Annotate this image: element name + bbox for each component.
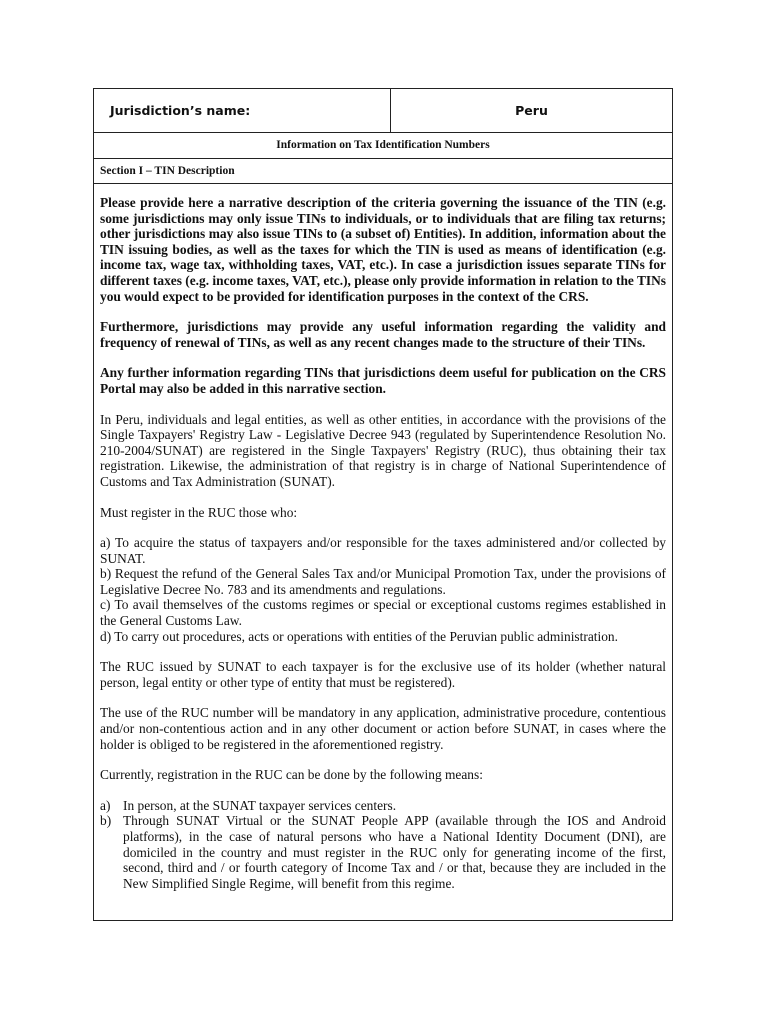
- jurisdiction-label: Jurisdiction’s name:: [94, 89, 391, 132]
- requirement-item: a) To acquire the status of taxpayers and/or responsible for the taxes administered and/or collected by SUNAT.: [100, 535, 666, 566]
- instruction-paragraph: Any further information regarding TINs that jurisdictions deem useful for publication on the CRS Portal may also be added in this narrative section.: [100, 365, 666, 396]
- mandatory-paragraph: The use of the RUC number will be mandatory in any application, administrative procedure, contentious and/or non-contentious action and in any other document or action before SUNAT, in cases where the holder is obliged to be registered in the aforementioned registry.: [100, 705, 666, 752]
- requirements-list: [100, 535, 666, 644]
- section-content: [100, 195, 666, 891]
- jurisdiction-value: Peru: [515, 103, 548, 118]
- instruction-paragraph: Please provide here a narrative description of the criteria governing the issuance of the TIN (e.g. some jurisdictions may only issue TINs to individuals, or to individuals that are filing tax returns; other jurisdictions may also issue TINs to (a subset of) Entities). In addition, information about the TIN issuing bodies, as well as the taxes for which the TIN is used as means of identification (e.g. income tax, wage tax, withholding taxes, VAT, etc.). In case a jurisdiction issues separate TINs for different taxes (e.g. income taxes, VAT, etc.), please only provide information in relation to the TINs you would expect to be provided for identification purposes in the context of the CRS.: [100, 195, 666, 304]
- requirement-item: d) To carry out procedures, acts or operations with entities of the Peruvian public administration.: [100, 628, 618, 644]
- instruction-paragraph: Furthermore, jurisdictions may provide any useful information regarding the validity and frequency of renewal of TINs, as well as any recent changes made to the structure of their TINs.: [100, 319, 666, 350]
- means-item-label: a): [100, 797, 111, 813]
- ruc-use-paragraph: The RUC issued by SUNAT to each taxpayer is for the exclusive use of its holder (whether natural person, legal entity or other type of entity that must be registered).: [100, 659, 666, 690]
- means-item-text: Through SUNAT Virtual or the SUNAT People APP (available through the IOS and Android platforms), in the case of natural persons who have a National Identity Document (DNI), are domiciled in the country and must register in the RUC only for generating income of the first, second, third and / or fourth category of Income Tax and / or that, because they are included in the New Simplified Single Regime, will benefit from this regime.: [123, 813, 666, 891]
- jurisdiction-row: [94, 89, 672, 133]
- means-item: [100, 813, 666, 891]
- must-register-paragraph: Must register in the RUC those who:: [100, 504, 298, 520]
- means-item-label: b): [100, 813, 112, 829]
- intro-paragraph: In Peru, individuals and legal entities, as well as other entities, in accordance with the provisions of the Single Taxpayers' Registry Law - Legislative Decree 943 (regulated by Superintendence Resolution No. 210-2004/SUNAT) are registered in the Single Taxpayers' Registry (RUC), thus obtaining their tax registration. Likewise, the administration of that registry is in charge of National Superintendence of Customs and Tax Administration (SUNAT).: [100, 411, 666, 489]
- means-item: [100, 798, 666, 814]
- requirement-item: b) Request the refund of the General Sales Tax and/or Municipal Promotion Tax, under the provisions of Legislative Decree No. 783 and its amendments and regulations.: [100, 566, 666, 597]
- means-item-text: In person, at the SUNAT taxpayer services centers.: [123, 797, 397, 813]
- tin-info-table: [93, 88, 673, 921]
- info-title: Information on Tax Identification Numbers: [94, 132, 672, 159]
- registration-means-list: [100, 798, 666, 892]
- requirement-item: c) To avail themselves of the customs regimes or special or exceptional customs regimes established in the General Customs Law.: [100, 597, 666, 629]
- section-title: Section I – TIN Description: [94, 158, 672, 184]
- currently-paragraph: Currently, registration in the RUC can be done by the following means:: [100, 767, 483, 783]
